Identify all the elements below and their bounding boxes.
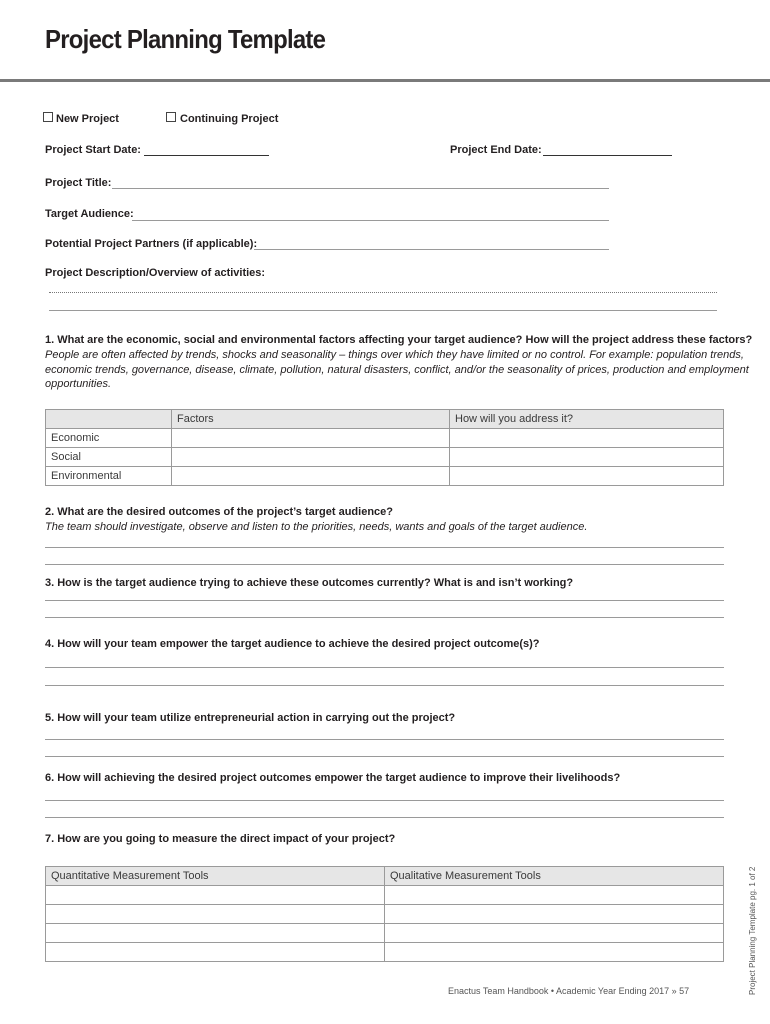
partners-label: Potential Project Partners (if applicable): [45,238,258,250]
table-row [46,924,724,943]
answer-3-line-2[interactable] [45,617,724,618]
qualitative-cell[interactable] [385,943,724,962]
question-6: 6. How will achieving the desired project outcomes empower the target audience to improve their livelihoods? [45,772,621,784]
row-label-environmental: Environmental [46,467,172,486]
table-row [46,886,724,905]
table-header-row [46,410,724,429]
economic-address-cell[interactable] [450,429,724,448]
quantitative-cell[interactable] [46,905,385,924]
environmental-address-cell[interactable] [450,467,724,486]
table-row [46,467,724,486]
table-header-row [46,867,724,886]
table-row [46,905,724,924]
economic-factors-cell[interactable] [172,429,450,448]
partners-field[interactable] [254,249,609,250]
description-label: Project Description/Overview of activities: [45,267,266,279]
continuing-project-label: Continuing Project [180,113,279,125]
answer-5-line-2[interactable] [45,756,724,757]
side-page-label: Project Planning Template pg. 1 of 2 [748,866,757,995]
end-date-label: Project End Date: [450,144,542,156]
qualitative-cell[interactable] [385,905,724,924]
description-line-1[interactable] [49,292,717,293]
answer-6-line-1[interactable] [45,800,724,801]
project-title-label: Project Title: [45,177,112,189]
factors-table [45,409,724,486]
new-project-checkbox[interactable] [43,112,53,122]
table-header-address: How will you address it? [450,410,724,429]
question-4: 4. How will your team empower the target audience to achieve the desired project outcome(s)? [45,638,540,650]
table-header-factors: Factors [172,410,450,429]
header-quantitative: Quantitative Measurement Tools [46,867,385,886]
target-audience-label: Target Audience: [45,208,134,220]
row-label-economic: Economic [46,429,172,448]
answer-4-line-2[interactable] [45,685,724,686]
answer-2-line-1[interactable] [45,547,724,548]
header-divider [0,79,770,82]
social-factors-cell[interactable] [172,448,450,467]
qualitative-cell[interactable] [385,924,724,943]
question-7: 7. How are you going to measure the direct impact of your project? [45,833,396,845]
end-date-field[interactable] [543,155,672,156]
question-1-hint: People are often affected by trends, shocks and seasonality – things over which they have limited or no control. For example: population trends, economic trends, governance, disease, climate, pollution, natural disasters, conflict, and/or the seasonality of prices, production and employment opportunities. [45,349,749,390]
qualitative-cell[interactable] [385,886,724,905]
answer-3-line-1[interactable] [45,600,724,601]
start-date-label: Project Start Date: [45,144,141,156]
description-line-2[interactable] [49,310,717,311]
row-label-social: Social [46,448,172,467]
table-row [46,448,724,467]
table-row [46,429,724,448]
question-2-hint: The team should investigate, observe and listen to the priorities, needs, wants and goals of the target audience. [45,521,588,533]
table-row [46,943,724,962]
quantitative-cell[interactable] [46,924,385,943]
answer-4-line-1[interactable] [45,667,724,668]
question-1: 1. What are the economic, social and environmental factors affecting your target audience? How will the project address these factors? [45,334,753,346]
environmental-factors-cell[interactable] [172,467,450,486]
quantitative-cell[interactable] [46,943,385,962]
target-audience-field[interactable] [132,220,609,221]
table-header-cell [46,410,172,429]
answer-5-line-1[interactable] [45,739,724,740]
question-5: 5. How will your team utilize entrepreneurial action in carrying out the project? [45,712,456,724]
new-project-label: New Project [56,113,119,125]
page-footer: Enactus Team Handbook • Academic Year Ending 2017 » 57 [448,986,690,996]
header-qualitative: Qualitative Measurement Tools [385,867,724,886]
continuing-project-checkbox[interactable] [166,112,176,122]
project-title-field[interactable] [112,188,609,189]
answer-6-line-2[interactable] [45,817,724,818]
start-date-field[interactable] [144,155,269,156]
answer-2-line-2[interactable] [45,564,724,565]
question-3: 3. How is the target audience trying to achieve these outcomes currently? What is and isn’t working? [45,577,574,589]
quantitative-cell[interactable] [46,886,385,905]
measurement-table [45,866,724,962]
question-2: 2. What are the desired outcomes of the project’s target audience? [45,506,394,518]
page-title: Project Planning Template [45,24,326,54]
social-address-cell[interactable] [450,448,724,467]
